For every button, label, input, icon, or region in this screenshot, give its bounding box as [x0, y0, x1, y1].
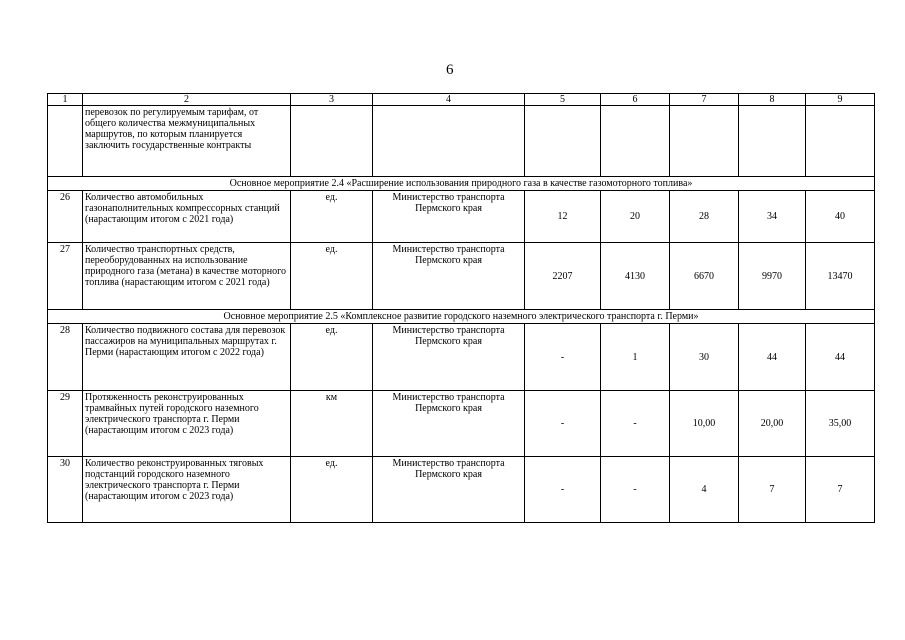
- value-cell: 2207: [525, 243, 601, 310]
- header-cell: 9: [806, 94, 875, 106]
- value-cell: 4130: [601, 243, 670, 310]
- header-cell: 3: [291, 94, 373, 106]
- table-row: [48, 457, 875, 523]
- table-row: [48, 324, 875, 391]
- value-cell: 13470: [806, 243, 875, 310]
- section-row: [48, 310, 875, 324]
- row-number: 27: [48, 243, 83, 310]
- section-row: [48, 177, 875, 191]
- value-cell: 34: [739, 191, 806, 243]
- value-cell: 10,00: [670, 391, 739, 457]
- indicator-name: Количество реконструированных тяговых подстанций городского наземного электрического транспорта г. Перми (нарастающим итогом с 2023 года): [83, 457, 291, 523]
- value-cell: 35,00: [806, 391, 875, 457]
- row-number: 28: [48, 324, 83, 391]
- value-cell: 9970: [739, 243, 806, 310]
- value-cell: 6670: [670, 243, 739, 310]
- value-cell: 28: [670, 191, 739, 243]
- value-cell: 4: [670, 457, 739, 523]
- value-cell: 20,00: [739, 391, 806, 457]
- unit: ед.: [291, 457, 373, 523]
- table-row: [48, 191, 875, 243]
- value-cell: -: [601, 391, 670, 457]
- section-title: Основное мероприятие 2.5 «Комплексное развитие городского наземного электрического транспорта г. Перми»: [48, 310, 875, 324]
- value-cell: -: [525, 324, 601, 391]
- header-cell: 8: [739, 94, 806, 106]
- value-cell: 30: [670, 324, 739, 391]
- table-row: [48, 243, 875, 310]
- header-cell: 7: [670, 94, 739, 106]
- responsible: Министерство транспорта Пермского края: [373, 391, 525, 457]
- value-cell: 7: [739, 457, 806, 523]
- indicators-table: [47, 93, 875, 523]
- indicator-name: перевозок по регулируемым тарифам, от общего количества межмуниципальных маршрутов, по которым планируется заключить государственные контракты: [83, 106, 291, 177]
- value-cell: -: [601, 457, 670, 523]
- value-cell: -: [525, 457, 601, 523]
- header-cell: 5: [525, 94, 601, 106]
- page-number: 6: [446, 62, 454, 78]
- unit: ед.: [291, 243, 373, 310]
- value-cell: 12: [525, 191, 601, 243]
- header-row: [48, 94, 875, 106]
- indicator-name: Количество подвижного состава для перевозок пассажиров на муниципальных маршрутах г. Перми (нарастающим итогом с 2022 года): [83, 324, 291, 391]
- responsible: Министерство транспорта Пермского края: [373, 457, 525, 523]
- header-cell: 4: [373, 94, 525, 106]
- unit: ед.: [291, 191, 373, 243]
- table-row: [48, 391, 875, 457]
- value-cell: 40: [806, 191, 875, 243]
- responsible: Министерство транспорта Пермского края: [373, 243, 525, 310]
- responsible: Министерство транспорта Пермского края: [373, 191, 525, 243]
- unit: ед.: [291, 324, 373, 391]
- responsible: Министерство транспорта Пермского края: [373, 324, 525, 391]
- unit: км: [291, 391, 373, 457]
- value-cell: 20: [601, 191, 670, 243]
- value-cell: 44: [806, 324, 875, 391]
- header-cell: 1: [48, 94, 83, 106]
- value-cell: 1: [601, 324, 670, 391]
- table-row: [48, 106, 875, 177]
- header-cell: 6: [601, 94, 670, 106]
- indicator-name: Количество транспортных средств, переоборудованных на использование природного газа (метана) в качестве моторного топлива (нарастающим итогом с 2021 года): [83, 243, 291, 310]
- value-cell: -: [525, 391, 601, 457]
- section-title: Основное мероприятие 2.4 «Расширение использования природного газа в качестве газомоторного топлива»: [48, 177, 875, 191]
- row-number: 30: [48, 457, 83, 523]
- indicator-name: Количество автомобильных газонаполнительных компрессорных станций (нарастающим итогом с 2021 года): [83, 191, 291, 243]
- indicator-name: Протяженность реконструированных трамвайных путей городского наземного электрического транспорта г. Перми (нарастающим итогом с 2023 года): [83, 391, 291, 457]
- value-cell: 44: [739, 324, 806, 391]
- value-cell: 7: [806, 457, 875, 523]
- row-number: 29: [48, 391, 83, 457]
- row-number: 26: [48, 191, 83, 243]
- header-cell: 2: [83, 94, 291, 106]
